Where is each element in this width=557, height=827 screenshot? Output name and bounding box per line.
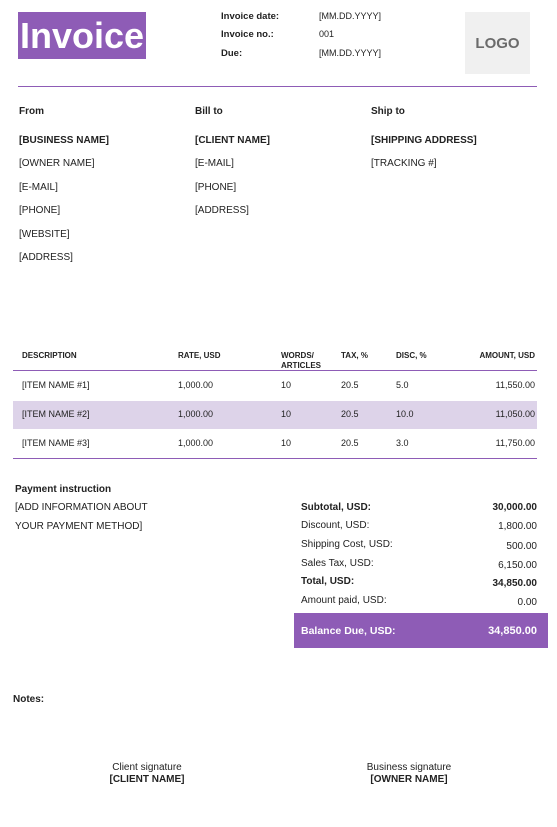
- row-tax: 20.5: [341, 438, 359, 448]
- notes-label: Notes:: [13, 694, 45, 705]
- payment-instruction-heading: Payment instruction: [15, 484, 112, 495]
- from-business-name: [BUSINESS NAME]: [19, 135, 110, 146]
- invoice-no-label: Invoice no.:: [221, 29, 274, 40]
- from-website: [WEBSITE]: [19, 229, 70, 240]
- from-phone: [PHONE]: [19, 205, 61, 216]
- bill-to-heading: Bill to: [195, 106, 223, 117]
- row-tax: 20.5: [341, 380, 359, 390]
- ship-to-heading: Ship to: [371, 106, 405, 117]
- amount-paid-value: 0.00: [517, 597, 537, 608]
- row-amount: 11,050.00: [495, 409, 535, 419]
- col-words-header-line1: WORDS/: [281, 351, 314, 360]
- row-rate: 1,000.00: [178, 409, 214, 419]
- bill-to-phone: [PHONE]: [195, 182, 237, 193]
- amount-paid-label: Amount paid, USD:: [301, 595, 387, 606]
- invoice-date-value: [MM.DD.YYYY]: [319, 11, 382, 21]
- row-disc: 3.0: [396, 438, 409, 448]
- shipping-label: Shipping Cost, USD:: [301, 539, 393, 550]
- business-signature-label: Business signature: [366, 762, 452, 773]
- bill-to-email: [E-MAIL]: [195, 158, 234, 169]
- client-signature-label: Client signature: [112, 762, 182, 773]
- col-words-header: [281, 351, 321, 371]
- ship-to-tracking: [TRACKING #]: [371, 158, 437, 169]
- from-owner-name: [OWNER NAME]: [19, 158, 95, 169]
- table-row: [13, 430, 537, 458]
- row-words: 10: [281, 380, 292, 390]
- invoice-no-value: 001: [319, 29, 335, 39]
- total-value: 34,850.00: [492, 578, 537, 589]
- row-words: 10: [281, 409, 292, 419]
- payment-info-line1: [ADD INFORMATION ABOUT: [15, 502, 148, 513]
- col-disc-header: DISC, %: [396, 351, 427, 360]
- col-amount-header: AMOUNT, USD: [479, 351, 535, 360]
- table-row-highlighted: [13, 401, 537, 429]
- row-amount: 11,750.00: [495, 438, 535, 448]
- from-address: [ADDRESS]: [19, 252, 73, 263]
- logo-text: LOGO: [475, 34, 520, 52]
- total-label: Total, USD:: [301, 576, 355, 587]
- balance-due-box: [294, 613, 548, 648]
- row-description: [ITEM NAME #3]: [22, 438, 90, 448]
- shipping-value: 500.00: [506, 541, 537, 552]
- payment-info-line2: YOUR PAYMENT METHOD]: [15, 521, 143, 532]
- table-bottom-divider: [13, 458, 537, 459]
- row-description: [ITEM NAME #1]: [22, 380, 90, 390]
- col-description-header: DESCRIPTION: [22, 351, 77, 360]
- row-tax: 20.5: [341, 409, 359, 419]
- row-amount: 11,550.00: [495, 380, 535, 390]
- from-heading: From: [19, 106, 44, 117]
- col-tax-header: TAX, %: [341, 351, 368, 360]
- row-disc: 10.0: [396, 409, 414, 419]
- subtotal-value: 30,000.00: [492, 502, 537, 513]
- bill-to-address: [ADDRESS]: [195, 205, 249, 216]
- invoice-date-label: Invoice date:: [221, 11, 280, 22]
- header-divider: [18, 86, 537, 87]
- due-label: Due:: [221, 48, 243, 59]
- client-signature-name: [CLIENT NAME]: [109, 774, 185, 785]
- sales-tax-value: 6,150.00: [498, 560, 537, 571]
- balance-due-value: 34,850.00: [488, 625, 537, 637]
- due-value: [MM.DD.YYYY]: [319, 48, 382, 58]
- bill-to-client-name: [CLIENT NAME]: [195, 135, 270, 146]
- invoice-title: Invoice: [18, 12, 146, 59]
- row-rate: 1,000.00: [178, 380, 214, 390]
- row-description: [ITEM NAME #2]: [22, 409, 90, 419]
- col-rate-header: RATE, USD: [178, 351, 221, 360]
- from-email: [E-MAIL]: [19, 182, 58, 193]
- logo-placeholder: [465, 12, 530, 74]
- row-disc: 5.0: [396, 380, 409, 390]
- col-words-header-line2: ARTICLES: [281, 361, 321, 370]
- row-words: 10: [281, 438, 292, 448]
- table-row: [13, 371, 537, 400]
- row-rate: 1,000.00: [178, 438, 214, 448]
- ship-to-address: [SHIPPING ADDRESS]: [371, 135, 477, 146]
- balance-due-label: Balance Due, USD:: [301, 625, 396, 637]
- discount-label: Discount, USD:: [301, 520, 370, 531]
- sales-tax-label: Sales Tax, USD:: [301, 558, 374, 569]
- business-signature-name: [OWNER NAME]: [370, 774, 448, 785]
- subtotal-label: Subtotal, USD:: [301, 502, 371, 513]
- discount-value: 1,800.00: [498, 521, 537, 532]
